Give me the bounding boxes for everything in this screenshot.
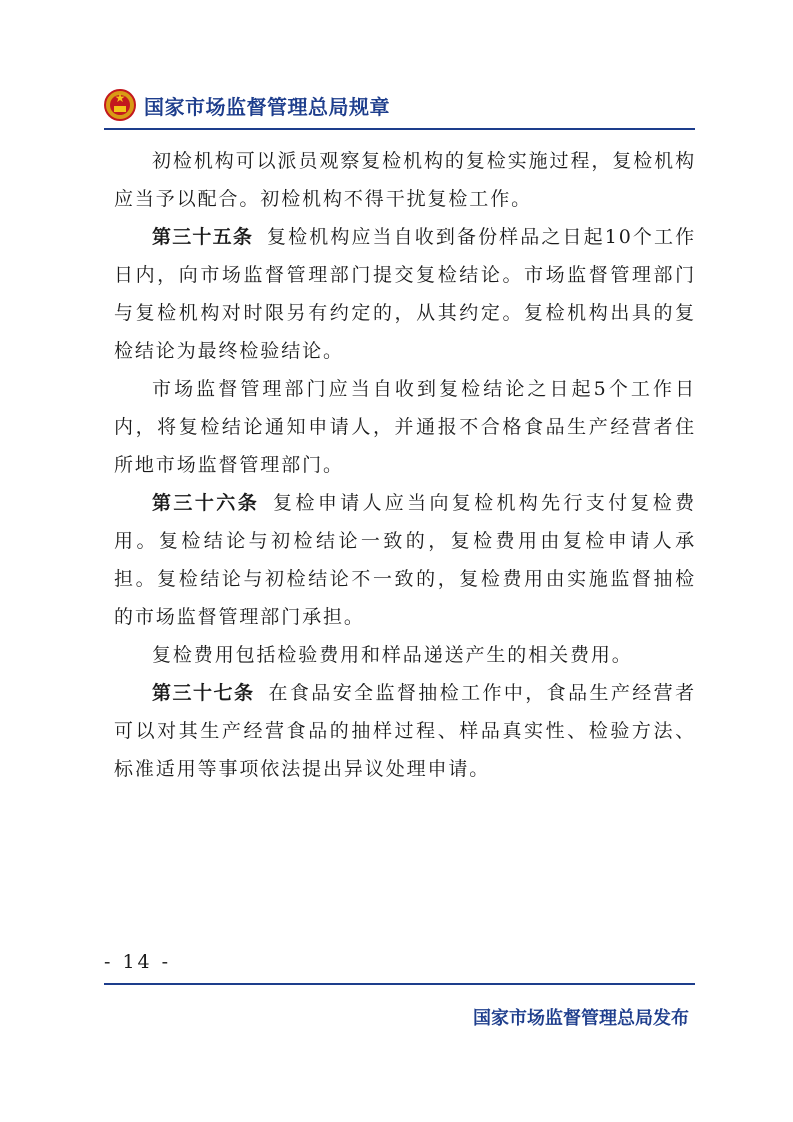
article-paragraph <box>114 484 696 636</box>
national-emblem-icon: ★ <box>104 89 136 121</box>
paragraph-text: 复检费用包括检验费用和样品递送产生的相关费用。 <box>152 644 633 666</box>
header-rule <box>104 128 695 130</box>
article-paragraph <box>114 674 696 788</box>
article-number: 第三十七条 <box>152 682 255 704</box>
article-paragraph <box>114 218 696 370</box>
document-body <box>114 142 696 788</box>
header-title: 国家市场监督管理总局规章 <box>144 94 390 119</box>
paragraph <box>114 142 696 218</box>
paragraph-text: 在食品安全监督抽检工作中，食品生产经营者可以对其生产经营食品的抽样过程、样品真实性、检验方法、标准适用等事项依法提出异议处理申请。 <box>114 682 696 780</box>
paragraph-text: 初检机构可以派员观察复检机构的复检实施过程，复检机构应当予以配合。初检机构不得干扰复检工作。 <box>114 150 696 210</box>
paragraph-text: 市场监督管理部门应当自收到复检结论之日起5个工作日内，将复检结论通知申请人，并通报不合格食品生产经营者住所地市场监督管理部门。 <box>114 378 696 476</box>
paragraph <box>114 636 696 674</box>
footer-rule <box>104 983 695 985</box>
article-number: 第三十六条 <box>152 492 260 514</box>
page-number: - 14 - <box>104 951 172 973</box>
article-number: 第三十五条 <box>152 226 254 248</box>
paragraph-text: 复检申请人应当向复检机构先行支付复检费用。复检结论与初检结论一致的，复检费用由复检申请人承担。复检结论与初检结论不一致的，复检费用由实施监督抽检的市场监督管理部门承担。 <box>114 492 696 628</box>
footer-publisher: 国家市场监督管理总局发布 <box>473 1008 689 1029</box>
paragraph <box>114 370 696 484</box>
page-header <box>104 85 390 125</box>
paragraph-text: 复检机构应当自收到备份样品之日起10个工作日内，向市场监督管理部门提交复检结论。市场监督管理部门与复检机构对时限另有约定的，从其约定。复检机构出具的复检结论为最终检验结论。 <box>114 226 696 362</box>
